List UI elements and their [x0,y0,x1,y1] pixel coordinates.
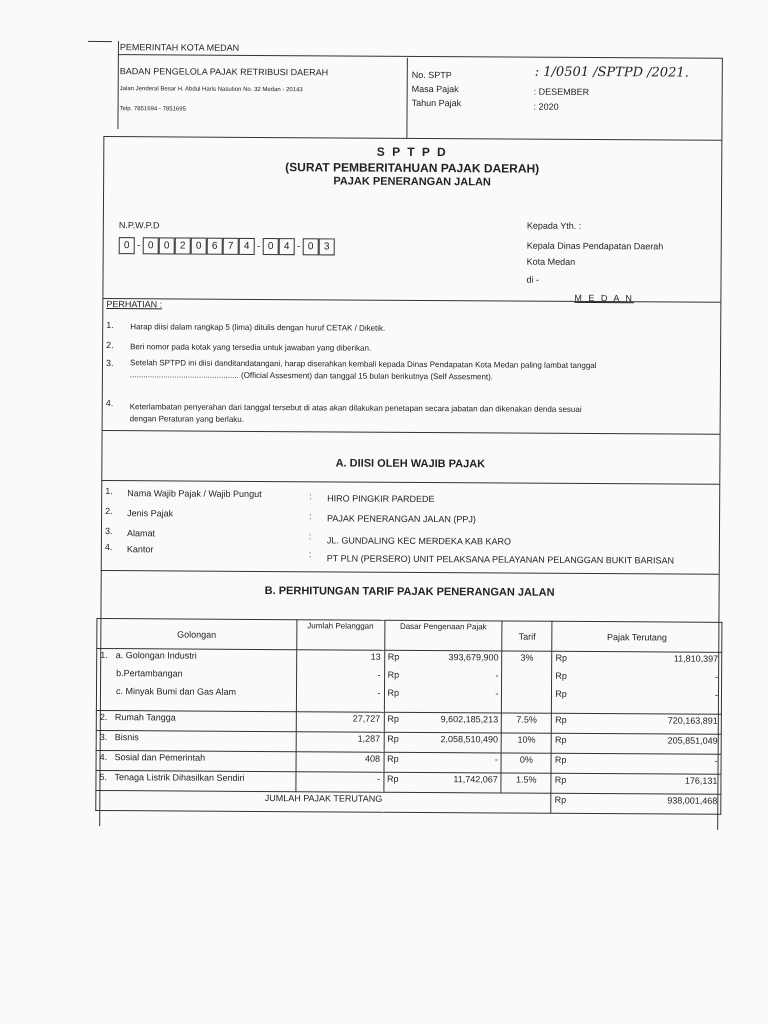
tarif-value: 10% [501,733,551,753]
notice-text: Harap diisi dalam rangkap 5 (lima) ditulis dengan huruf CETAK / Diketik. [130,322,386,333]
npwpd-digit: 4 [239,237,255,254]
pajak-value: - [714,755,718,766]
notice-num: 2. [106,340,114,351]
golongan-cell [96,648,296,711]
table-row [96,648,721,714]
rp-label: Rp [555,670,567,681]
table-header-row [97,618,722,652]
golongan-name: Bisnis [114,732,139,743]
recipient-location: M E D A N [574,292,634,304]
header-divider [406,58,407,138]
section-b-title: B. PERHITUNGAN TARIF PAJAK PENERANGAN JALAN [264,585,555,599]
dasar-value: 2,058,510,490 [440,734,499,745]
npwpd-digit: 0 [119,237,135,254]
rp-label: Rp [555,688,567,699]
jumlah-value: - [296,772,384,793]
total-row [96,790,721,814]
recipient-city: Kota Medan [526,256,576,267]
golongan-name: Rumah Tangga [114,712,176,723]
rp-label: Rp [387,651,400,662]
address-value: JL. GUNDALING KEC MERDEKA KAB KARO [326,535,512,547]
taxpayer-colon: : [309,491,312,502]
golongan-name: Sosial dan Pemerintah [114,752,206,763]
npwpd-digit: 0 [191,237,207,254]
divider-section-b [101,570,719,575]
recipient-greeting: Kepada Yth. : [526,220,582,231]
pajak-value: - [715,671,719,682]
jumlah-value: - [377,669,381,680]
notice-text: Beri nomor pada kotak yang tersedia untuk jawaban yang diberikan. [130,342,372,353]
tax-calculation-table [95,618,722,815]
jumlah-value: 408 [296,752,384,773]
form-title: (SURAT PEMBERITAHUAN PAJAK DAERAH) [285,160,540,176]
divider-section-a-body [101,480,719,485]
golongan-name: b.Pertambangan [116,668,183,679]
agency-phone: Telp. 7851694 - 7851695 [119,106,186,113]
npwpd-digit: 0 [143,237,159,254]
recipient-title: Kepala Dinas Pendapatan Daerah [526,240,664,252]
rp-label: Rp [554,774,567,785]
tax-type-label: Jenis Pajak [127,508,174,519]
pajak-value: - [714,689,719,700]
rp-label: Rp [386,773,399,784]
row-num: 4. [99,752,108,763]
taxpayer-colon: : [308,531,312,542]
no-sptp-label: No. SPTP [411,69,452,81]
rp-label: Rp [387,687,400,698]
rp-label: Rp [554,794,567,805]
rp-label: Rp [555,714,567,725]
tahun-pajak-value: : 2020 [533,101,559,112]
npwpd-digit: 3 [319,238,335,255]
agency-name: BADAN PENGELOLA PAJAK RETRIBUSI DAERAH [119,66,329,78]
pajak-value: 11,810,397 [673,653,719,664]
jumlah-value: 13 [370,651,381,662]
recipient-di: di - [526,274,540,285]
header-golongan: Golongan [97,618,297,649]
taxpayer-name-value: HIRO PINGKIR PARDEDE [327,493,435,505]
divider-section-a [102,430,720,435]
rp-label: Rp [554,734,567,745]
dasar-cell [384,650,502,713]
no-sptp-value: : 1/0501 /SPTPD /2021. [534,64,689,81]
section-a-title: A. DIISI OLEH WAJIB PAJAK [335,457,486,471]
notice-text: Keterlambatan penyerahan dari tanggal tersebut di atas akan dilakukan penetapan secara jabatan dan dikenakan denda sesuai [129,402,582,414]
jumlah-value: - [377,687,381,698]
tarif-value: 1.5% [501,773,551,793]
jumlah-cell [296,650,384,713]
taxpayer-colon: : [309,511,312,522]
header-jumlah: Jumlah Pelanggan [296,620,384,651]
agency-address: Jalan Jenderal Besar H. Abdul Haris Nasution No. 32 Medan - 20143 [119,86,303,94]
dasar-value: - [494,754,498,765]
golongan-name: c. Minyak Bumi dan Gas Alam [115,686,237,697]
staple-mark [88,41,112,42]
tarif-value: 7.5% [502,713,552,733]
notice-text: dengan Peraturan yang berlaku. [129,414,245,424]
rp-label: Rp [555,652,568,663]
form-subtitle: PAJAK PENERANGAN JALAN [333,175,491,189]
office-value: PT PLN (PERSERO) UNIT PELAKSANA PELAYANAN PELANGGAN BUKIT BARISAN [326,553,675,566]
frame-top [118,54,722,59]
office-label: Kantor [126,544,154,555]
npwpd-digit: 2 [175,237,191,254]
rp-label: Rp [554,754,567,765]
jumlah-value: 1,287 [296,732,384,753]
notice-num: 3. [105,358,114,369]
row-num: 3. [99,732,108,743]
pajak-value: 720,163,891 [667,715,718,726]
taxpayer-num: 4. [104,542,113,553]
notice-text: Setelah SPTPD ini diisi danditandatangani, harap diserahkan kembali kepada Dinas Pendapatan Kota Medan paling lambat tanggal [129,358,597,371]
address-label: Alamat [126,528,156,539]
header-tarif: Tarif [502,621,552,651]
rp-label: Rp [387,733,399,744]
npwpd-digit: 6 [207,237,223,254]
tarif-value: 0% [501,753,551,773]
npwpd-digit: 0 [303,238,319,255]
notice-text: ................................................. (Official Assesment) dan tanggal 15 bulan berikutnya (Self Assesment). [129,370,494,382]
row-num: 2. [99,712,108,723]
notice-num: 4. [105,398,114,409]
taxpayer-num: 1. [105,486,113,497]
header-bottom-line [103,136,721,141]
masa-pajak-label: Masa Pajak [411,83,459,95]
notice-heading: PERHATIAN : [106,299,163,310]
npwpd-label: N.P.W.P.D [118,220,160,231]
dasar-value: 11,742,067 [453,774,498,785]
total-label: JUMLAH PAJAK TERUTANG [96,790,551,813]
pajak-value: 176,131 [684,775,718,786]
header-pajak: Pajak Terutang [552,621,722,652]
row-num: 1. [100,650,108,661]
dasar-value: 393,679,900 [448,652,499,663]
row-num: 5. [99,772,108,783]
tarif-value: 3% [520,652,534,663]
npwpd-digit: 0 [263,237,279,254]
dasar-value: 9,602,185,213 [440,714,499,725]
masa-pajak-value: : DESEMBER [533,86,590,97]
gov-name: PEMERINTAH KOTA MEDAN [119,42,240,53]
npwpd-boxes: 0 - 0 0 2 0 6 7 4 - 0 4 - 0 3 [119,236,335,255]
golongan-name: a. Golongan Industri [115,650,197,661]
header-dasar: Dasar Pengenaan Pajak [384,620,502,651]
npwpd-digit: 0 [159,237,175,254]
total-value: 938,001,468 [667,795,718,806]
tahun-pajak-label: Tahun Pajak [411,97,462,109]
pajak-value: 205,851,049 [667,735,718,746]
notice-num: 1. [106,320,114,331]
npwpd-digit: 7 [223,237,239,254]
form-code: S P T P D [376,144,448,160]
tarif-cell [502,651,552,713]
taxpayer-num: 2. [105,506,113,517]
taxpayer-colon: : [308,549,312,560]
dasar-value: - [495,688,499,699]
taxpayer-num: 3. [104,526,113,537]
rp-label: Rp [387,753,399,764]
tax-type-value: PAJAK PENERANGAN JALAN (PPJ) [327,513,476,525]
rp-label: Rp [387,669,400,680]
taxpayer-name-label: Nama Wajib Pajak / Wajib Pungut [127,488,262,499]
rp-label: Rp [387,713,399,724]
sptpd-form [95,36,726,830]
golongan-name: Tenaga Listrik Dihasilkan Sendiri [114,772,245,783]
pajak-cell [552,651,722,714]
npwpd-digit: 4 [279,238,295,255]
frame-left-top [117,41,119,129]
jumlah-value: 27,727 [296,712,384,733]
dasar-value: - [495,670,499,681]
